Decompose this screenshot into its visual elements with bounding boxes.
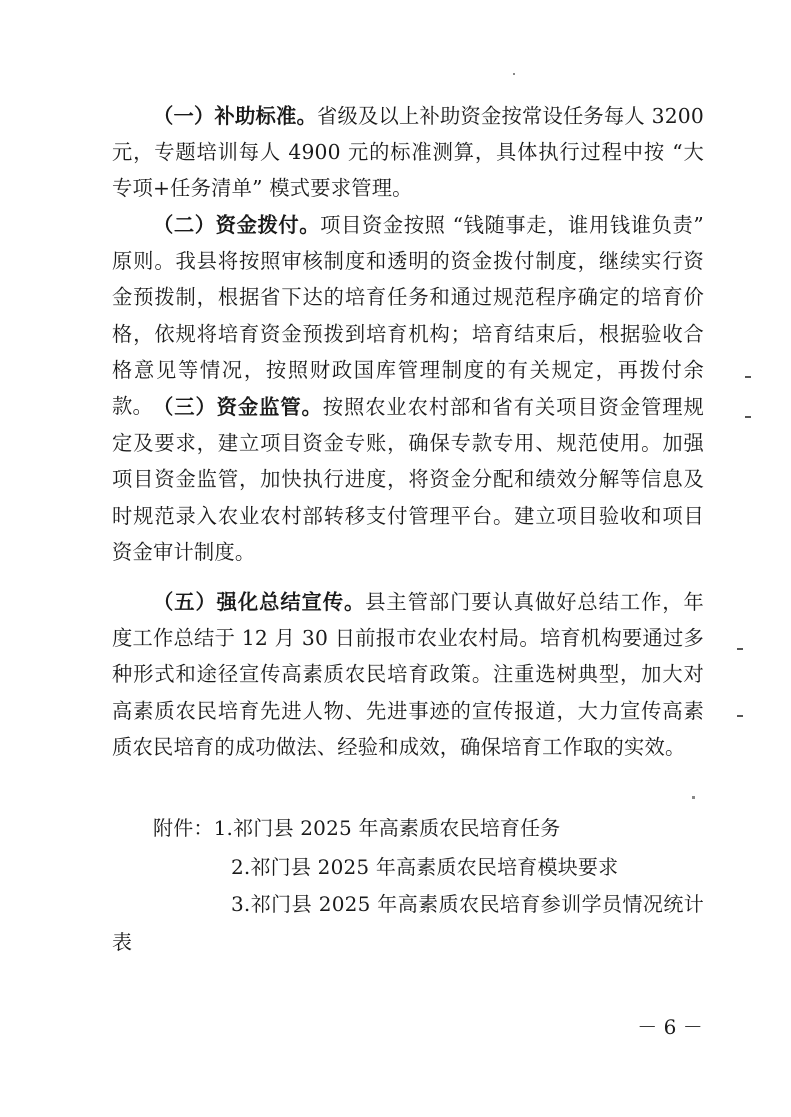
attachment-title: 3.祁门县 2025 年高素质农民培育参训学员情况统计 <box>231 892 704 916</box>
attachments-label: 附件： <box>153 816 214 840</box>
attachment-item-continuation: 表 <box>112 930 133 954</box>
paragraph-heading: （一）补助标准。 <box>153 104 317 128</box>
paragraph-body: 省级及以上补助资金按常设任务每人 3200 元，专题培训每人 4900 元的标准测算，具体执行过程中按 “大专项+任务清单” 模式要求管理。 <box>112 104 705 201</box>
paragraph-body: 县主管部门要认真做好总结工作，年度工作总结于 12 月 30 日前报市农业农村局。培育机构要通过多种形式和途径宣传高素质农民培育政策。注重选树典型，加大对高素质农民培育先进人物、先进事迹的宣传报道，大力宣传高素质农民培育的成功做法、经验和成效，确保培育工作取的实效。 <box>112 590 704 759</box>
scan-speck <box>745 376 751 378</box>
paragraph-summary-publicity <box>112 584 704 765</box>
paragraph-heading: （三）资金监管。 <box>153 395 323 419</box>
paragraph-heading: （二）资金拨付。 <box>153 213 321 237</box>
scan-speck <box>745 416 751 418</box>
paragraph-body: 按照农业农村部和省有关项目资金管理规定及要求，建立项目资金专账，确保专款专用、规范使用。加强项目资金监管，加快执行进度，将资金分配和绩效分解等信息及时规范录入农业农村部转移支付管理平台。建立项目验收和项目资金审计制度。 <box>112 395 704 564</box>
attachment-title: 1.祁门县 2025 年高素质农民培育任务 <box>213 816 561 840</box>
scan-speck <box>737 715 743 717</box>
attachment-title: 2.祁门县 2025 年高素质农民培育模块要求 <box>231 855 619 879</box>
paragraph-heading: （五）强化总结宣传。 <box>153 590 366 614</box>
attachment-item <box>231 853 618 881</box>
attachment-item <box>231 890 704 918</box>
paragraph-body: 项目资金按照 “钱随事走，谁用钱谁负责” 原则。我县将按照审核制度和透明的资金拨付制度，继续实行资金预拨制，根据省下达的培育任务和通过规范程序确定的培育价格，依规将培育资金预拨到培育机构；培育结束后，根据验收合格意见等情况，按照财政国库管理制度的有关规定，再拨付余款。 <box>112 213 704 419</box>
page-number: － 6 － <box>637 1015 703 1039</box>
scan-speck <box>513 73 515 75</box>
paragraph-subsidy-standard <box>112 98 704 207</box>
scan-speck <box>692 796 695 799</box>
paragraph-fund-supervision <box>112 389 704 570</box>
scan-speck <box>737 648 743 650</box>
attachment-item <box>153 814 561 842</box>
